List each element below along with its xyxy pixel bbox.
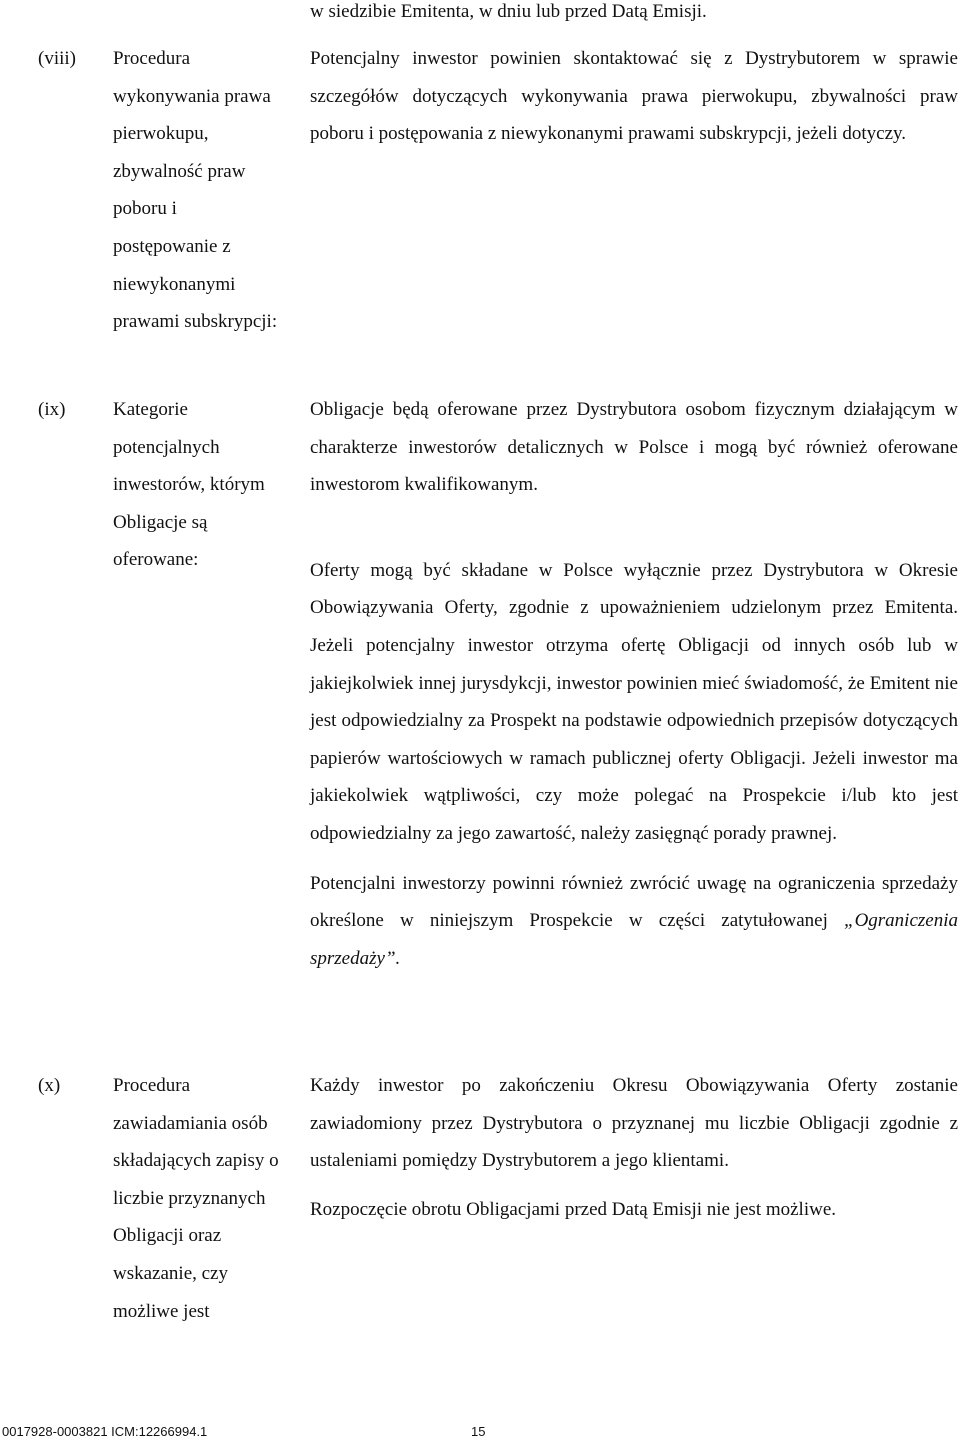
section-label: Procedura zawiadamiania osób składających zapisy o liczbie przyznanych Obligacji oraz wskazanie, czy możliwe jest [113,1075,279,1322]
page-number: 15 [471,1424,486,1439]
section-content [310,391,958,977]
section-number: (viii) [38,48,76,69]
section-number: (ix) [38,399,66,420]
paragraph: Potencjalny inwestor powinien skontaktować się z Dystrybutorem w sprawie szczegółów dotyczących wykonywania prawa pierwokupu, zbywalności praw poboru i postępowania z niewykonanymi prawami subskrypcji, jeżeli dotyczy. [310,48,958,145]
section-number: (x) [38,1075,61,1096]
paragraph: Obligacje będą oferowane przez Dystrybutora osobom fizycznym działającym w charakterze inwestorów detalicznych w Polsce i mogą być również oferowane inwestorom kwalifikowanym. [310,399,958,496]
paragraph: Każdy inwestor po zakończeniu Okresu Obowiązywania Oferty zostanie zawiadomiony przez Dystrybutora o przyznanej mu liczbie Obligacji zgodnie z ustaleniami pomiędzy Dystrybutorem a jego klientami. [310,1075,958,1172]
paragraph-text: Potencjalni inwestorzy powinni również zwrócić uwagę na ograniczenia sprzedaży określone w niniejszym Prospekcie w części zatytułowanej [310,872,958,932]
section-label: Procedura wykonywania prawa pierwokupu, zbywalność praw poboru i postępowanie z niewykonanymi prawami subskrypcji: [113,48,278,333]
section-label: Kategorie potencjalnych inwestorów, którym Obligacje są oferowane: [113,399,265,571]
document-reference: 0017928-0003821 ICM:12266994.1 [2,1424,208,1439]
continuation-text: w siedzibie Emitenta, w dniu lub przed Datą Emisji. [310,1,707,22]
paragraph: Oferty mogą być składane w Polsce wyłącznie przez Dystrybutora w Okresie Obowiązywania Oferty, zgodnie z upoważnieniem udzielonym przez Emitenta. Jeżeli potencjalny inwestor otrzyma ofertę Obligacji od innych osób lub w jakiejkolwiek innej jurysdykcji, inwestor powinien mieć świadomość, że Emitent nie jest odpowiedzialny za Prospekt na podstawie odpowiednich przepisów dotyczących papierów wartościowych w ramach publicznej oferty Obligacji. Jeżeli inwestor ma jakiekolwiek wątpliwości, czy może polegać na Prospekcie i/lub kto jest odpowiedzialny za jego zawartość, należy zasięgnąć porady prawnej. [310,559,958,844]
section-content [310,1067,958,1228]
paragraph [310,865,958,978]
quoted-section-title: „Ograniczenia sprzedaży”. [310,910,958,969]
section-content [310,40,958,153]
paragraph: Rozpoczęcie obrotu Obligacjami przed Datą Emisji nie jest możliwe. [310,1198,837,1220]
